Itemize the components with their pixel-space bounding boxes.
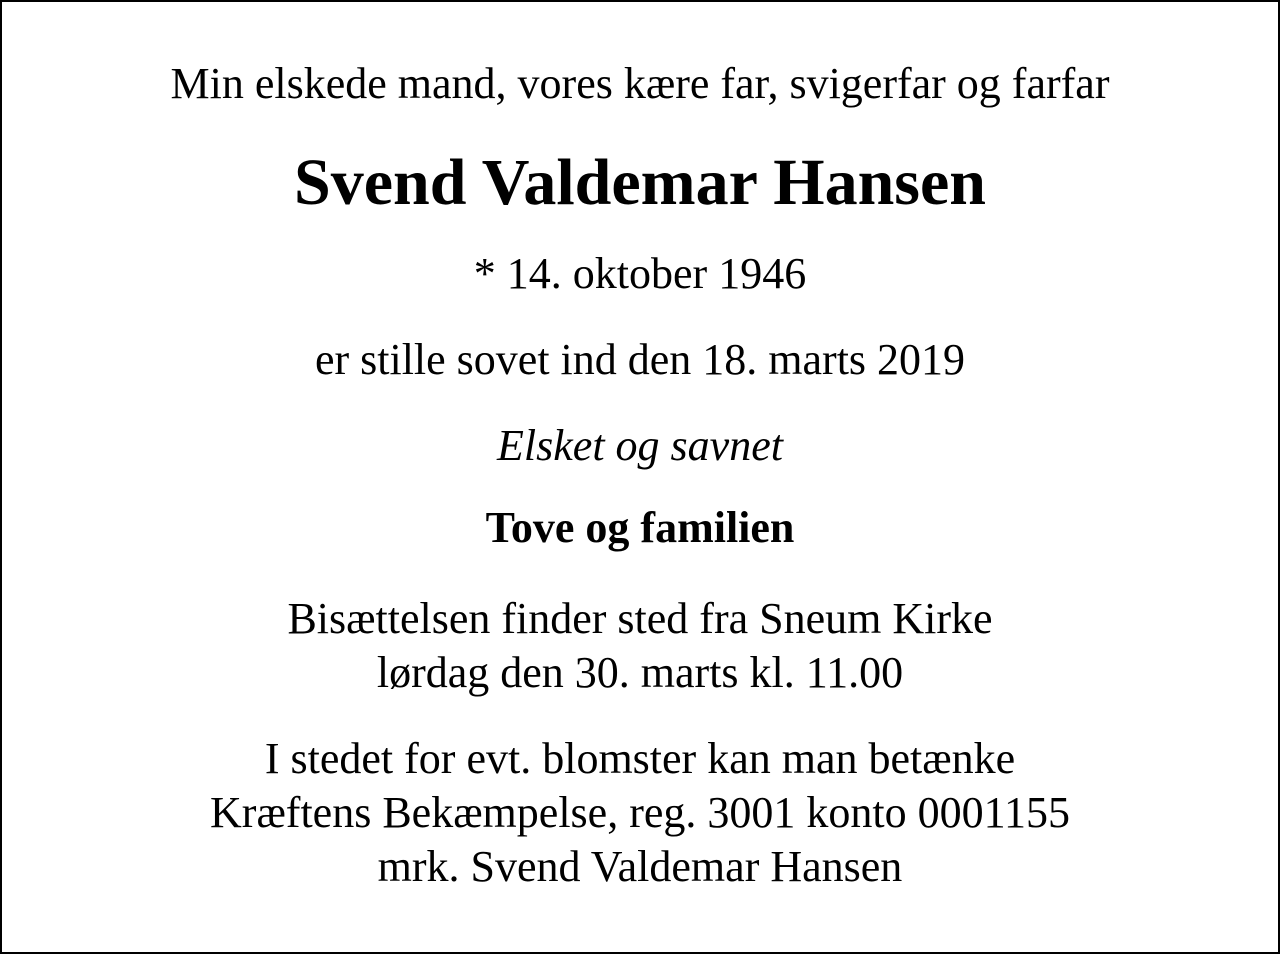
donation-info [2, 732, 1278, 894]
funeral-time: lørdag den 30. marts kl. 11.00 [376, 648, 904, 697]
donation-line-1: I stedet for evt. blomster kan man betænke [264, 734, 1016, 783]
funeral-location: Bisættelsen finder sted fra Sneum Kirke [287, 594, 993, 643]
intro-text: Min elskede mand, vores kære far, svigerfar og farfar [170, 59, 1110, 108]
funeral-info [2, 592, 1278, 700]
motto-text: Elsket og savnet [497, 421, 783, 470]
donation-line-3: mrk. Svend Valdemar Hansen [377, 842, 903, 891]
birth-date: * 14. oktober 1946 [473, 249, 807, 298]
family-signature: Tove og familien [485, 503, 795, 552]
donation-line-2: Kræftens Bekæmpelse, reg. 3001 konto 0001155 [210, 788, 1070, 837]
death-date: er stille sovet ind den 18. marts 2019 [314, 335, 966, 384]
deceased-name: Svend Valdemar Hansen [294, 146, 986, 219]
